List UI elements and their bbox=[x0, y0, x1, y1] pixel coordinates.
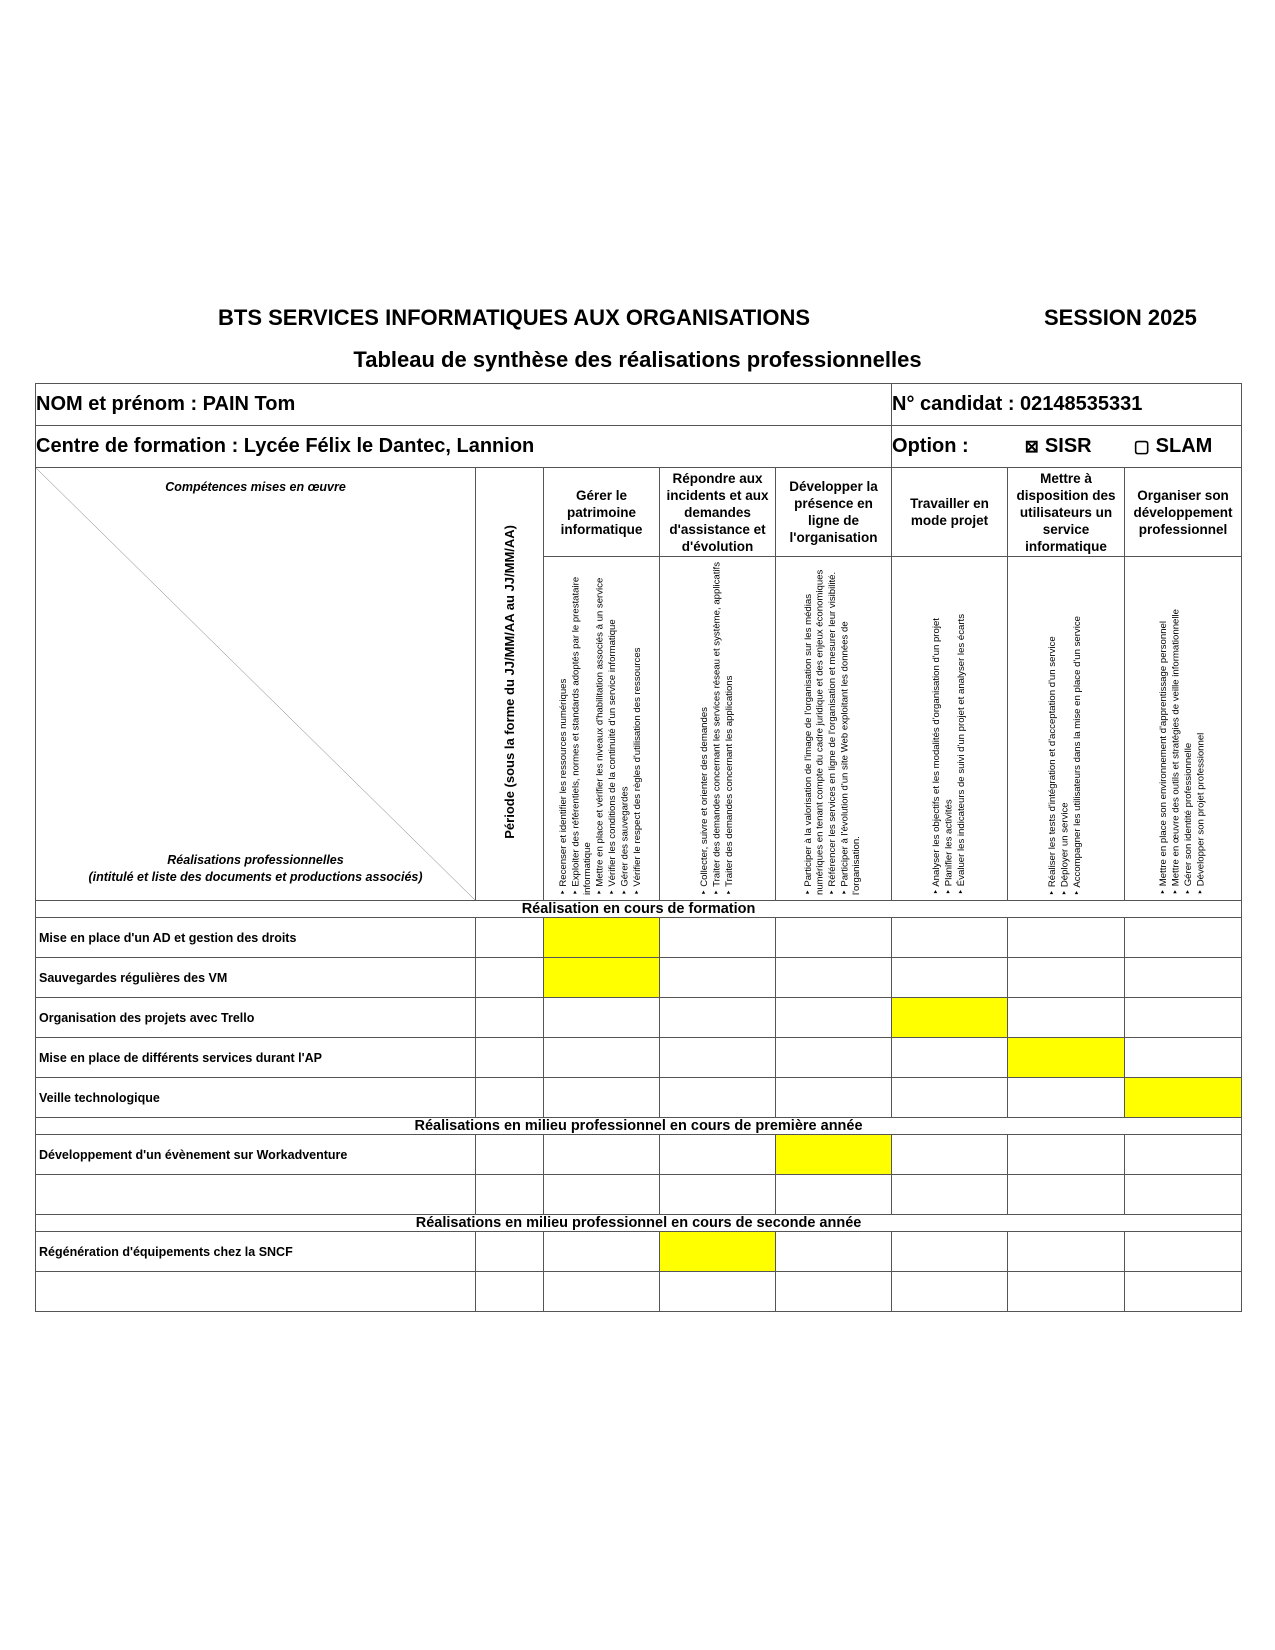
competence-bullet: ‣ Planifier les activités bbox=[943, 799, 955, 895]
competence-cell[interactable] bbox=[1008, 1078, 1125, 1118]
period-cell[interactable] bbox=[476, 1232, 544, 1272]
section-header-row bbox=[36, 1118, 1242, 1135]
competence-title: Mettre à disposition des utilisateurs un service informatique bbox=[1008, 468, 1125, 557]
competence-cell[interactable] bbox=[544, 1175, 660, 1215]
period-cell[interactable] bbox=[476, 918, 544, 958]
option-cell bbox=[892, 426, 1242, 468]
period-cell[interactable] bbox=[476, 1135, 544, 1175]
realisation-title[interactable]: Mise en place de différents services durant l'AP bbox=[36, 1038, 476, 1078]
table-row bbox=[36, 918, 1242, 958]
section-title: Réalisations en milieu professionnel en cours de première année bbox=[36, 1118, 1242, 1135]
table-row bbox=[36, 1038, 1242, 1078]
realisation-title[interactable]: Veille technologique bbox=[36, 1078, 476, 1118]
competence-cell[interactable] bbox=[776, 958, 892, 998]
period-cell[interactable] bbox=[476, 958, 544, 998]
table-row bbox=[36, 998, 1242, 1038]
competence-cell[interactable] bbox=[1125, 1272, 1242, 1312]
table-row bbox=[36, 1232, 1242, 1272]
competence-bullet: ‣ Vérifier le respect des règles d'utilisation des ressources bbox=[632, 647, 644, 895]
realisation-title[interactable]: Régénération d'équipements chez la SNCF bbox=[36, 1232, 476, 1272]
competence-bullet: ‣ Gérer des sauvegardes bbox=[619, 786, 631, 895]
slam-label: SLAM bbox=[1155, 435, 1213, 457]
competence-bullet: ‣ Vérifier les conditions de la continuité d'un service informatique bbox=[607, 619, 619, 895]
competence-cell[interactable] bbox=[660, 958, 776, 998]
competence-cell[interactable] bbox=[1008, 1272, 1125, 1312]
competence-cell[interactable] bbox=[892, 1078, 1008, 1118]
competence-cell[interactable] bbox=[776, 1232, 892, 1272]
competence-cell[interactable] bbox=[892, 1232, 1008, 1272]
competence-title: Gérer le patrimoine informatique bbox=[544, 468, 660, 557]
competence-title: Travailler en mode projet bbox=[892, 468, 1008, 557]
competence-cell[interactable] bbox=[544, 1078, 660, 1118]
competence-cell[interactable] bbox=[1008, 998, 1125, 1038]
competence-cell[interactable] bbox=[892, 998, 1008, 1038]
table-row bbox=[36, 1175, 1242, 1215]
competence-cell[interactable] bbox=[776, 918, 892, 958]
competence-cell[interactable] bbox=[544, 1135, 660, 1175]
period-header: Période (sous la forme du JJ/MM/AA au JJ/MM/AA) bbox=[476, 468, 544, 901]
period-cell[interactable] bbox=[476, 1175, 544, 1215]
competence-bullet: ‣ Participer à l'évolution d'un site Web exploitant les données de l'organisation. bbox=[839, 621, 863, 895]
competence-cell[interactable] bbox=[544, 998, 660, 1038]
competence-cell[interactable] bbox=[892, 1272, 1008, 1312]
competence-cell[interactable] bbox=[1008, 1135, 1125, 1175]
competence-cell[interactable] bbox=[1008, 1232, 1125, 1272]
competence-bullet: ‣ Mettre en place et vérifier les niveaux d'habilitation associés à un service bbox=[594, 577, 606, 895]
competence-cell[interactable] bbox=[544, 918, 660, 958]
competence-bullet: ‣ Développer son projet professionnel bbox=[1195, 733, 1207, 895]
sisr-label: SISR bbox=[1044, 435, 1092, 457]
section-header-row bbox=[36, 1215, 1242, 1232]
competence-cell[interactable] bbox=[776, 1078, 892, 1118]
competence-cell[interactable] bbox=[892, 918, 1008, 958]
competence-bullets bbox=[1008, 557, 1125, 901]
sisr-checkbox[interactable]: ⊠ bbox=[1024, 436, 1039, 456]
slam-checkbox[interactable]: ▢ bbox=[1133, 436, 1150, 456]
competence-cell[interactable] bbox=[776, 998, 892, 1038]
competence-bullet: ‣ Traiter des demandes concernant les services réseau et système, applicatifs bbox=[711, 561, 723, 895]
period-cell[interactable] bbox=[476, 1272, 544, 1312]
competence-bullet: ‣ Analyser les objectifs et les modalités d'organisation d'un projet bbox=[930, 618, 942, 895]
realisation-title[interactable]: Organisation des projets avec Trello bbox=[36, 998, 476, 1038]
period-cell[interactable] bbox=[476, 998, 544, 1038]
competence-bullet: ‣ Gérer son identité professionnelle bbox=[1183, 743, 1195, 895]
competence-cell[interactable] bbox=[1008, 1175, 1125, 1215]
competence-cell[interactable] bbox=[892, 1135, 1008, 1175]
competence-bullet: ‣ Réaliser les tests d'intégration et d'acceptation d'un service bbox=[1047, 635, 1059, 895]
competence-cell[interactable] bbox=[660, 1078, 776, 1118]
table-row bbox=[36, 1078, 1242, 1118]
competence-bullet: ‣ Exploiter des référentiels, normes et standards adoptés par le prestataire informatique bbox=[570, 576, 594, 895]
synthesis-table bbox=[35, 383, 1242, 1312]
competence-title: Développer la présence en ligne de l'organisation bbox=[776, 468, 892, 557]
competence-cell[interactable] bbox=[776, 1272, 892, 1312]
competence-cell[interactable] bbox=[660, 998, 776, 1038]
competence-cell[interactable] bbox=[892, 1175, 1008, 1215]
competence-cell[interactable] bbox=[1125, 1078, 1242, 1118]
competence-cell[interactable] bbox=[1008, 1038, 1125, 1078]
realisation-title[interactable]: Mise en place d'un AD et gestion des droits bbox=[36, 918, 476, 958]
document-subtitle: Tableau de synthèse des réalisations professionnelles bbox=[353, 347, 922, 372]
candidate-row bbox=[36, 384, 1242, 426]
competence-title: Répondre aux incidents et aux demandes d'assistance et d'évolution bbox=[660, 468, 776, 557]
competence-cell[interactable] bbox=[1125, 1038, 1242, 1078]
competence-cell[interactable] bbox=[660, 1038, 776, 1078]
option-label: Option : bbox=[892, 435, 969, 457]
competence-cell[interactable] bbox=[660, 1232, 776, 1272]
competence-cell[interactable] bbox=[1125, 958, 1242, 998]
competence-bullet: ‣ Référencer les services en ligne de l'organisation et mesurer leur visibilité. bbox=[827, 571, 839, 895]
competence-cell[interactable] bbox=[1125, 918, 1242, 958]
candidate-name: NOM et prénom : PAIN Tom bbox=[36, 384, 892, 426]
competence-cell[interactable] bbox=[1125, 1175, 1242, 1215]
diagonal-line bbox=[36, 468, 475, 900]
session-label: SESSION 2025 bbox=[1044, 305, 1197, 330]
diagonal-header-cell bbox=[36, 468, 476, 901]
competence-cell[interactable] bbox=[544, 1232, 660, 1272]
competence-bullet: ‣ Accompagner les utilisateurs dans la mise en place d'un service bbox=[1072, 615, 1084, 895]
competence-header-row bbox=[36, 468, 1242, 557]
section-header-row bbox=[36, 901, 1242, 918]
competence-cell[interactable] bbox=[892, 1038, 1008, 1078]
competence-cell[interactable] bbox=[660, 1175, 776, 1215]
competence-bullets bbox=[544, 557, 660, 901]
realisation-title[interactable]: Sauvegardes régulières des VM bbox=[36, 958, 476, 998]
section-title: Réalisations en milieu professionnel en cours de seconde année bbox=[36, 1215, 1242, 1232]
competence-cell[interactable] bbox=[776, 1135, 892, 1175]
competence-cell[interactable] bbox=[660, 1272, 776, 1312]
competence-bullet: ‣ Mettre en place son environnement d'apprentissage personnel bbox=[1158, 621, 1170, 895]
realisation-title[interactable] bbox=[36, 1272, 476, 1312]
period-cell[interactable] bbox=[476, 1038, 544, 1078]
competence-bullet: ‣ Recenser et identifier les ressources numériques bbox=[558, 678, 570, 895]
competence-cell[interactable] bbox=[1125, 1135, 1242, 1175]
competence-cell[interactable] bbox=[544, 958, 660, 998]
competence-cell[interactable] bbox=[776, 1038, 892, 1078]
competence-bullets bbox=[776, 557, 892, 901]
competence-title: Organiser son développement professionnel bbox=[1125, 468, 1242, 557]
competence-bullet: ‣ Collecter, suivre et orienter des demandes bbox=[698, 706, 710, 895]
competence-bullets bbox=[660, 557, 776, 901]
competence-cell[interactable] bbox=[544, 1272, 660, 1312]
section-title: Réalisation en cours de formation bbox=[36, 901, 1242, 918]
competence-bullet: ‣ Évaluer les indicateurs de suivi d'un projet et analyser les écarts bbox=[955, 614, 967, 895]
competence-cell[interactable] bbox=[776, 1175, 892, 1215]
center-row bbox=[36, 426, 1242, 468]
competence-cell[interactable] bbox=[660, 918, 776, 958]
table-row bbox=[36, 1135, 1242, 1175]
realisation-title[interactable] bbox=[36, 1175, 476, 1215]
realisation-title[interactable]: Développement d'un évènement sur Workadventure bbox=[36, 1135, 476, 1175]
competence-cell[interactable] bbox=[1125, 1232, 1242, 1272]
competence-bullet: ‣ Mettre en œuvre des outils et stratégies de veille informationnelle bbox=[1170, 609, 1182, 895]
training-center: Centre de formation : Lycée Félix le Dantec, Lannion bbox=[36, 426, 892, 468]
competence-bullet: ‣ Traiter des demandes concernant les applications bbox=[723, 675, 735, 895]
competence-cell[interactable] bbox=[660, 1135, 776, 1175]
candidate-number: N° candidat : 02148535331 bbox=[892, 384, 1242, 426]
table-row bbox=[36, 1272, 1242, 1312]
competence-cell[interactable] bbox=[544, 1038, 660, 1078]
table-row bbox=[36, 958, 1242, 998]
competence-cell[interactable] bbox=[1008, 958, 1125, 998]
competence-cell[interactable] bbox=[892, 958, 1008, 998]
competence-cell[interactable] bbox=[1125, 998, 1242, 1038]
competences-label: Compétences mises en œuvre bbox=[165, 480, 346, 494]
competence-bullet: ‣ Participer à la valorisation de l'image de l'organisation sur les médias numériques en tenant compte du cadre juridique et des enjeux économiques bbox=[803, 569, 826, 895]
competence-bullet: ‣ Déployer un service bbox=[1059, 801, 1071, 895]
competence-bullets bbox=[1125, 557, 1242, 901]
period-cell[interactable] bbox=[476, 1078, 544, 1118]
realisations-label: Réalisations professionnelles (intitulé et liste des documents et productions associés) bbox=[88, 853, 423, 884]
competence-bullets bbox=[892, 557, 1008, 901]
document-title: BTS SERVICES INFORMATIQUES AUX ORGANISATIONS bbox=[218, 305, 811, 330]
competence-cell[interactable] bbox=[1008, 918, 1125, 958]
